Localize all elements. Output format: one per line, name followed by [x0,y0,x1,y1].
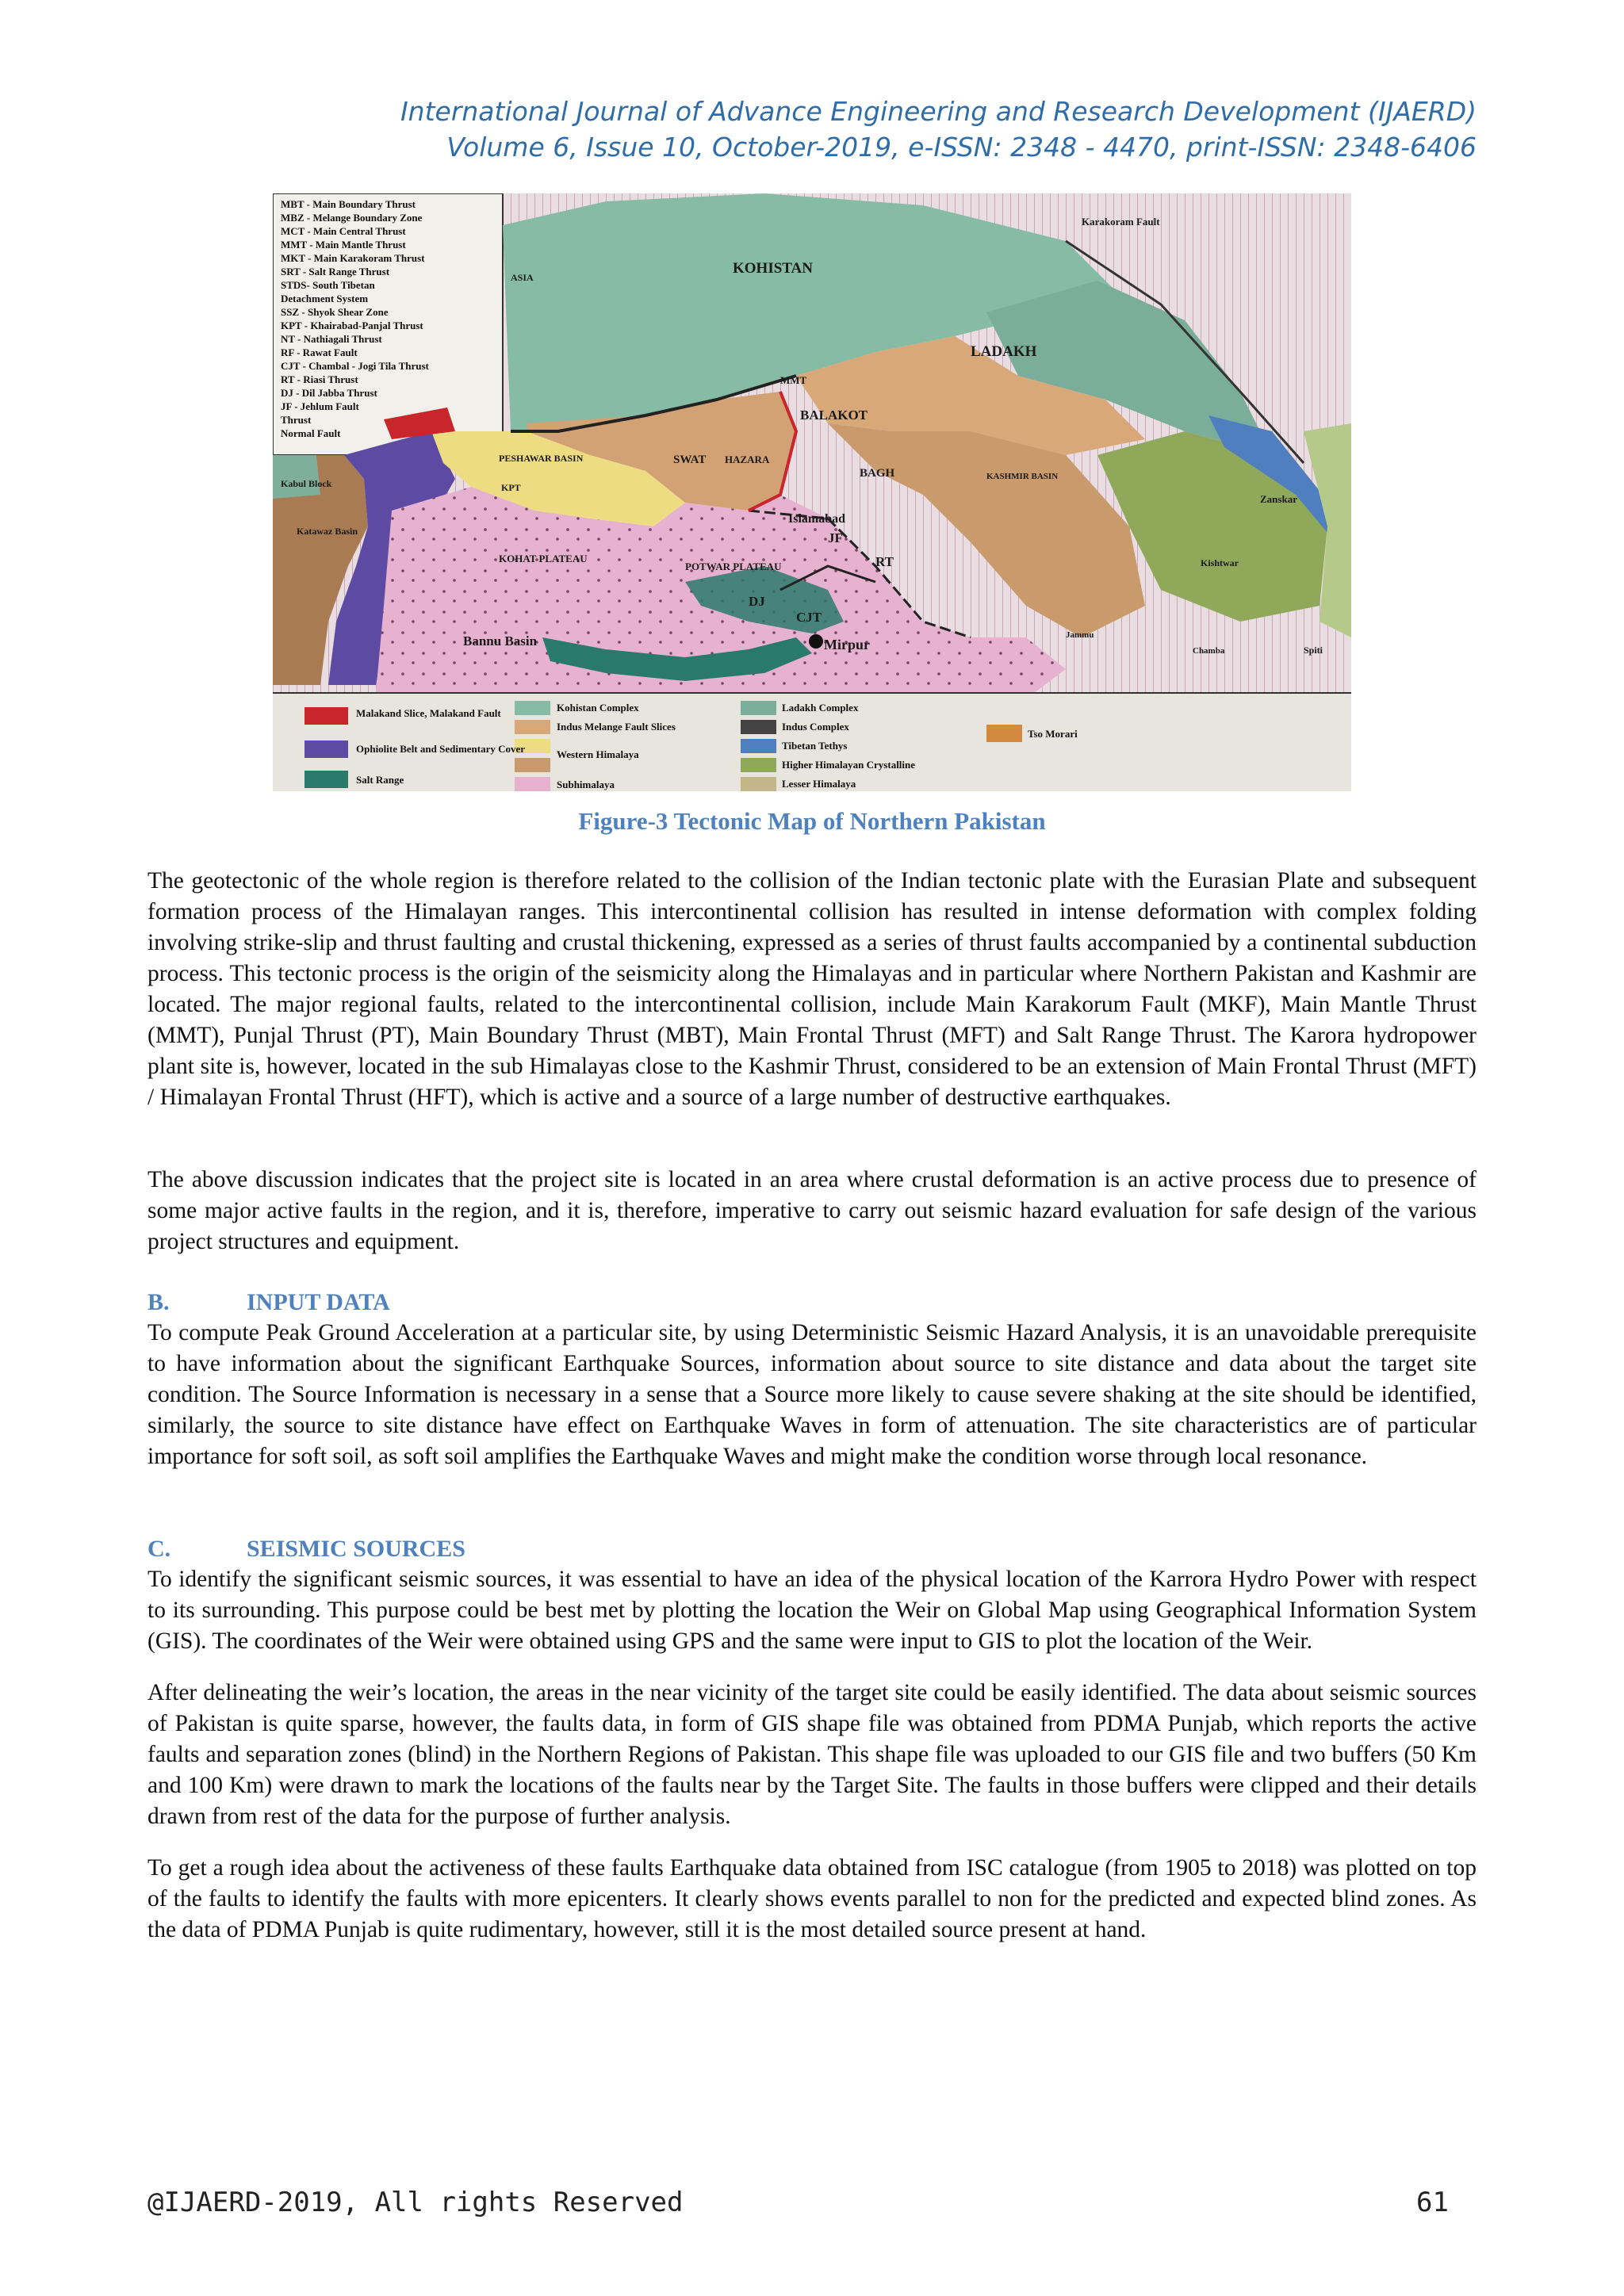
islamabad-label: Islamabad [788,512,846,526]
journal-volume: Volume 6, Issue 10, October-2019, e-ISSN: 2348 - 4470, print-ISSN: 2348-6406 [446,132,1477,163]
kohistan-complex-label: Kohistan Complex [557,702,639,714]
section-b-label: B. [147,1289,170,1315]
jf-label: JF [828,530,843,545]
kabul-label: Kabul Block [281,478,332,489]
section-b-title: INPUT DATA [247,1289,390,1315]
fault-legend-item: MMT - Main Mantle Thrust [281,239,406,251]
kohat-label: KOHAT PLATEAU [499,553,588,564]
ophiolite-swatch [304,740,348,758]
ladakh-complex-label: Ladakh Complex [782,702,859,714]
spiti-label: Spiti [1304,645,1323,656]
rt-label: RT [875,554,894,569]
subhimalaya-label: Subhimalaya [557,779,615,790]
fault-legend-item: MBZ - Melange Boundary Zone [281,212,423,224]
western-himalaya-label: Western Himalaya [557,748,639,760]
tibetan-tethys-swatch [741,739,776,753]
malakand-swatch [304,707,348,725]
cjt-label: CJT [796,610,822,625]
peshawar-label: PESHAWAR BASIN [499,453,584,464]
fault-legend-item: SSZ - Shyok Shear Zone [281,306,389,318]
running-header [400,94,1477,165]
salt-range-swatch [304,771,348,788]
karakoram-label: Karakoram Fault [1082,216,1160,228]
section-c-text-2: After delineating the weir’s location, the areas in the near vicinity of the target site could be easily identified. The data about seismic sources of Pakistan is quite sparse, however, the faults data, in form of GIS shape file was obtained from PDMA Punjab, which reports the active faults and separation zones (blind) in the Northern Regions of Pakistan. This shape file was uploaded to our GIS file and two buffers (50 Km and 100 Km) were drawn to mark the locations of the faults near by the Target Site. The faults in those buffers were clipped and their details drawn from rest of the data for the purpose of further analysis. [147,1680,1477,1829]
section-c-label: C. [147,1536,171,1562]
kohistan-swatch [515,701,550,715]
salt-label: Salt Range [356,774,404,786]
paragraph-2: The above discussion indicates that the project site is located in an area where crustal deformation is an active process due to presence of some major active faults in the region, and it is, therefore, imperative to carry out seismic hazard evaluation for safe design of the various project structures and equipment. [147,1167,1477,1254]
kabul-block-region [273,455,320,499]
indus-melange-label: Indus Melange Fault Slices [557,721,676,733]
fault-legend-item: MKT - Main Karakoram Thrust [281,252,425,264]
tso-morari-swatch [986,725,1022,742]
zanskar-label: Zanskar [1260,493,1297,505]
mirpur-label: Mirpur [824,637,870,652]
bannu-label: Bannu Basin [463,633,538,649]
fault-legend-item: RF - Rawat Fault [281,346,358,358]
western-himalaya-swatch-2 [515,758,550,772]
fault-legend-item: SRT - Salt Range Thrust [281,266,390,277]
section-c-text: To identify the significant seismic sources, it was essential to have an idea of the physical location of the Karrora Hydro Power with respect to its surrounding. This purpose could be best met by plotting the location the Weir on Global Map using Geographical Information System (GIS). The coordinates of the Weir were obtained using GPS and the same were input to GIS to plot the location of the Weir. [147,1567,1477,1654]
fault-legend-item: DJ - Dil Jabba Thrust [281,387,377,399]
chamba-label: Chamba [1193,646,1225,656]
fault-legend-item: Normal Fault [281,427,341,439]
dj-label: DJ [749,594,765,609]
kishtwar-label: Kishtwar [1201,557,1239,568]
figure-caption: Figure-3 Tectonic Map of Northern Pakistan [578,807,1046,835]
indus-complex-label: Indus Complex [782,721,849,733]
tibetan-tethys-label: Tibetan Tethys [782,740,848,752]
ladakh-swatch [741,701,776,715]
mmt-label: MMT [780,374,807,386]
journal-title: International Journal of Advance Engineering and Research Development (IJAERD) [400,96,1477,127]
lesser-himalaya-swatch [741,777,776,791]
section-c-heading [147,1533,1477,1564]
ladakh-label: LADAKH [971,343,1037,360]
swat-label: SWAT [673,453,707,466]
higher-himalaya-label: Higher Himalayan Crystalline [782,759,916,771]
section-c [147,1533,1477,1946]
fault-legend-item: STDS- South Tibetan [281,279,375,291]
fault-legend-item: Detachment System [281,293,369,304]
ophiolite-label: Ophiolite Belt and Sedimentary Cover [356,743,526,755]
kpt-label: KPT [501,482,521,493]
fault-legend-item: MCT - Main Central Thrust [281,225,406,237]
melange-swatch [515,720,550,734]
section-b-heading [147,1287,1477,1318]
section-c-title: SEISMIC SOURCES [247,1536,465,1562]
fault-legend-item: CJT - Chambal - Jogi Tila Thrust [281,360,429,372]
jammu-label: Jammu [1066,630,1094,640]
section-b-text: To compute Peak Ground Acceleration at a particular site, by using Deterministic Seismic Hazard Analysis, it is an unavoidable prerequisite to have information about the significant Earthquake Sources, information about source to site distance and data about the target site condition. The Source Information is necessary in a sense that a Source more likely to cause severe shaking at the site should be identified, similarly, the source to site distance have effect on Earthquake Waves in form of attenuation. The site characteristics are of particular importance for soft soil, as soft soil amplifies the Earthquake Waves and might make the condition worse through local resonance. [147,1320,1477,1469]
asia-label: ASIA [511,272,534,283]
fault-legend-item: RT - Riasi Thrust [281,373,358,385]
fault-legend-item: MBT - Main Boundary Thrust [281,198,416,210]
katawaz-label: Katawaz Basin [297,526,358,537]
paragraph-1: The geotectonic of the whole region is therefore related to the collision of the Indian tectonic plate with the Eurasian Plate and subsequent formation process of the Himalayan ranges. This intercontinental collision has resulted in intense deformation with complex folding involving strike-slip and thrust faulting and crustal thickening, expressed as a series of thrust faults accompanied by a continental subduction process. This tectonic process is the origin of the seismicity along the Himalayas and in particular where Northern Pakistan and Kashmir are located. The major regional faults, related to the intercontinental collision, include Main Karakorum Fault (MKF), Main Mantle Thrust (MMT), Punjal Thrust (PT), Main Boundary Thrust (MBT), Main Frontal Thrust (MFT) and Salt Range Thrust. The Karora hydropower plant site is, however, located in the sub Himalayas close to the Kashmir Thrust, considered to be an extension of Main Frontal Thrust (MFT) / Himalayan Frontal Thrust (HFT), which is active and a source of a large number of destructive earthquakes. [147,868,1477,1110]
section-c-text-3: To get a rough idea about the activeness of these faults Earthquake data obtained from ISC catalogue (from 1905 to 2018) was plotted on top of the faults to identify the faults with more epicenters. It clearly shows events parallel to non for the predicted and expected blind zones. As the data of PDMA Punjab is quite rudimentary, however, still it is the most detailed source present at hand. [147,1855,1477,1942]
kohistan-label: KOHISTAN [733,260,814,277]
fault-legend-item: KPT - Khairabad-Panjal Thrust [281,320,423,331]
tso-morari-label: Tso Morari [1028,728,1078,740]
bagh-label: BAGH [860,467,895,480]
higher-himalaya-swatch [741,758,776,772]
footer-page-number: 61 [1416,2187,1449,2218]
footer-copyright: @IJAERD-2019, All rights Reserved [147,2187,684,2218]
fault-legend-item: NT - Nathiagali Thrust [281,333,382,345]
lesser-himalaya-label: Lesser Himalaya [782,778,856,790]
tectonic-map-figure [273,193,1351,791]
potwar-label: POTWAR PLATEAU [685,561,782,572]
fault-legend-item: Thrust [281,414,312,426]
section-b [147,1287,1477,1472]
kashmir-basin-label: KASHMIR BASIN [986,472,1059,481]
mirpur-marker [809,634,823,649]
fault-legend-item: JF - Jehlum Fault [281,400,359,412]
subhimalaya-swatch [515,777,550,791]
hazara-label: HAZARA [725,453,770,465]
malakand-label: Malakand Slice, Malakand Fault [356,707,501,719]
indus-complex-swatch [741,720,776,734]
balakot-label: BALAKOT [800,408,868,423]
